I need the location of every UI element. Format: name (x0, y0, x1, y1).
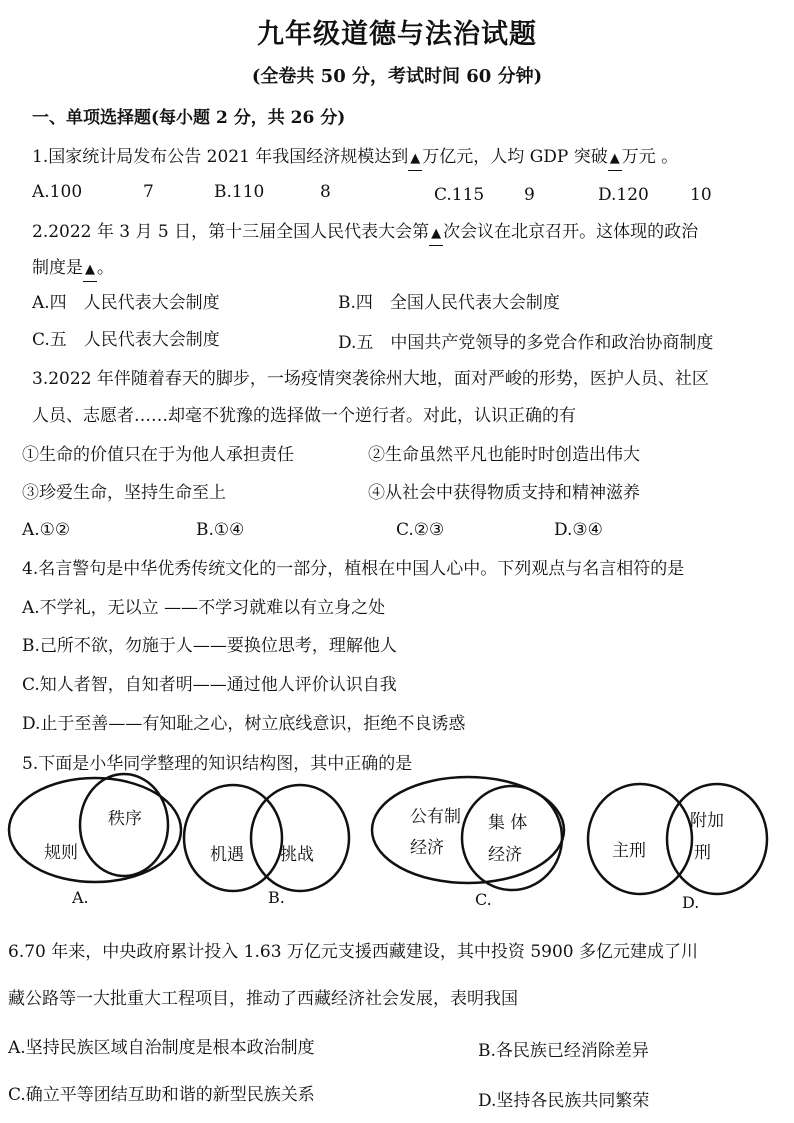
q1-option-c: C.115 (434, 185, 485, 205)
exam-subtitle: (全卷共 50 分，考试时间 60 分钟) (251, 66, 543, 87)
q2-stem-part-c: 制度是 (32, 258, 83, 278)
diagram-b-left-label: 机遇 (210, 845, 244, 865)
q1-option-a: A.100 (32, 182, 83, 202)
q3-option-c: C.②③ (396, 520, 445, 540)
q1-stem-part-b: 万亿元，人均 GDP 突破 (422, 147, 608, 167)
exam-title: 九年级道德与法治试题 (257, 19, 537, 50)
q1-option-b-value2: 8 (320, 182, 331, 202)
q3-item-1: ①生命的价值只在于为他人承担责任 (22, 445, 294, 465)
diagram-d-right-label-2: 刑 (694, 843, 711, 863)
q1-stem-part-a: 1.国家统计局发布公告 2021 年我国经济规模达到 (32, 147, 409, 167)
diagram-a-letter: A. (72, 888, 89, 907)
question-6-stem: 6.70 年来，中央政府累计投入 1.63 万亿元支援西藏建设，其中投资 5900 多亿元建成了川 (8, 942, 698, 962)
answer-blank: ▲ (431, 226, 442, 241)
q1-option-c-value2: 9 (524, 185, 535, 205)
diagram-d-right-label-1: 附加 (690, 811, 724, 831)
question-3-stem: 3.2022 年伴随着春天的脚步，一场疫情突袭徐州大地，面对严峻的形势，医护人员、社区 (32, 369, 709, 389)
q2-stem-part-b: 次会议在北京召开。这体现的政治 (443, 222, 699, 242)
diagram-b-left-circle (184, 785, 282, 891)
question-4-stem: 4.名言警句是中华优秀传统文化的一部分，植根在中国人心中。下列观点与名言相符的是 (22, 559, 685, 579)
q6-option-d: D.坚持各民族共同繁荣 (478, 1091, 650, 1111)
q4-option-c: C.知人者智，自知者明——通过他人评价认识自我 (22, 675, 397, 695)
diagram-c-letter: C. (475, 890, 492, 909)
question-6-stem-line2: 藏公路等一大批重大工程项目，推动了西藏经济社会发展，表明我国 (8, 989, 518, 1009)
question-5-stem: 5.下面是小华同学整理的知识结构图，其中正确的是 (22, 754, 413, 774)
diagram-b-letter: B. (268, 888, 285, 907)
q4-option-b: B.己所不欲，勿施于人——要换位思考，理解他人 (22, 636, 397, 656)
diagram-c-outer-label-1: 公有制 (410, 807, 461, 827)
question-3-stem-line2: 人员、志愿者……却毫不犹豫的选择做一个逆行者。对此，认识正确的有 (32, 406, 576, 426)
q2-option-b: B.四 全国人民代表大会制度 (338, 293, 560, 313)
diagram-d-left-label: 主刑 (612, 841, 646, 861)
diagram-c-inner-circle (462, 786, 562, 890)
q1-option-a-value2: 7 (143, 182, 154, 202)
diagram-a-outer-ellipse (9, 778, 181, 882)
answer-blank: ▲ (609, 151, 620, 166)
q3-option-b: B.①④ (196, 520, 245, 540)
diagram-a-inner-label: 秩序 (108, 809, 142, 829)
diagram-c-inner-label-2: 经济 (488, 845, 522, 865)
q2-option-a: A.四 人民代表大会制度 (32, 293, 220, 313)
diagram-d-right-circle (667, 784, 767, 894)
diagram-d-letter: D. (682, 893, 700, 912)
q6-option-c: C.确立平等团结互助和谐的新型民族关系 (8, 1085, 315, 1105)
q2-stem-part-d: 。 (97, 258, 114, 278)
q1-option-d: D.120 (598, 185, 649, 205)
q1-option-d-value2: 10 (690, 185, 712, 205)
q2-option-d: D.五 中国共产党领导的多党合作和政治协商制度 (338, 333, 714, 353)
q6-option-a: A.坚持民族区域自治制度是根本政治制度 (8, 1038, 315, 1058)
q4-option-a: A.不学礼，无以立 ——不学习就难以有立身之处 (22, 598, 386, 618)
diagram-c-inner-label-1: 集 体 (488, 813, 528, 833)
answer-blank: ▲ (85, 262, 95, 277)
diagram-a-outer-label: 规则 (44, 843, 78, 863)
answer-blank: ▲ (410, 151, 421, 166)
diagram-b-right-label: 挑战 (280, 845, 314, 865)
q2-option-c: C.五 人民代表大会制度 (32, 330, 220, 350)
q3-item-3: ③珍爱生命，坚持生命至上 (22, 483, 226, 503)
q3-option-a: A.①② (22, 520, 71, 540)
q1-stem-part-c: 万元 。 (621, 147, 679, 167)
q4-option-d: D.止于至善——有知耻之心，树立底线意识，拒绝不良诱惑 (22, 714, 466, 734)
q2-stem-part-a: 2.2022 年 3 月 5 日，第十三届全国人民代表大会第 (32, 222, 430, 242)
q3-option-d: D.③④ (554, 520, 603, 540)
q1-option-b: B.110 (214, 182, 265, 202)
q3-item-2: ②生命虽然平凡也能时时创造出伟大 (368, 445, 640, 465)
diagram-b-right-circle (251, 785, 349, 891)
q3-item-4: ④从社会中获得物质支持和精神滋养 (368, 483, 640, 503)
section-heading: 一、单项选择题(每小题 2 分，共 26 分) (32, 108, 346, 128)
diagram-c-outer-label-2: 经济 (410, 838, 444, 858)
q6-option-b: B.各民族已经消除差异 (478, 1041, 649, 1061)
